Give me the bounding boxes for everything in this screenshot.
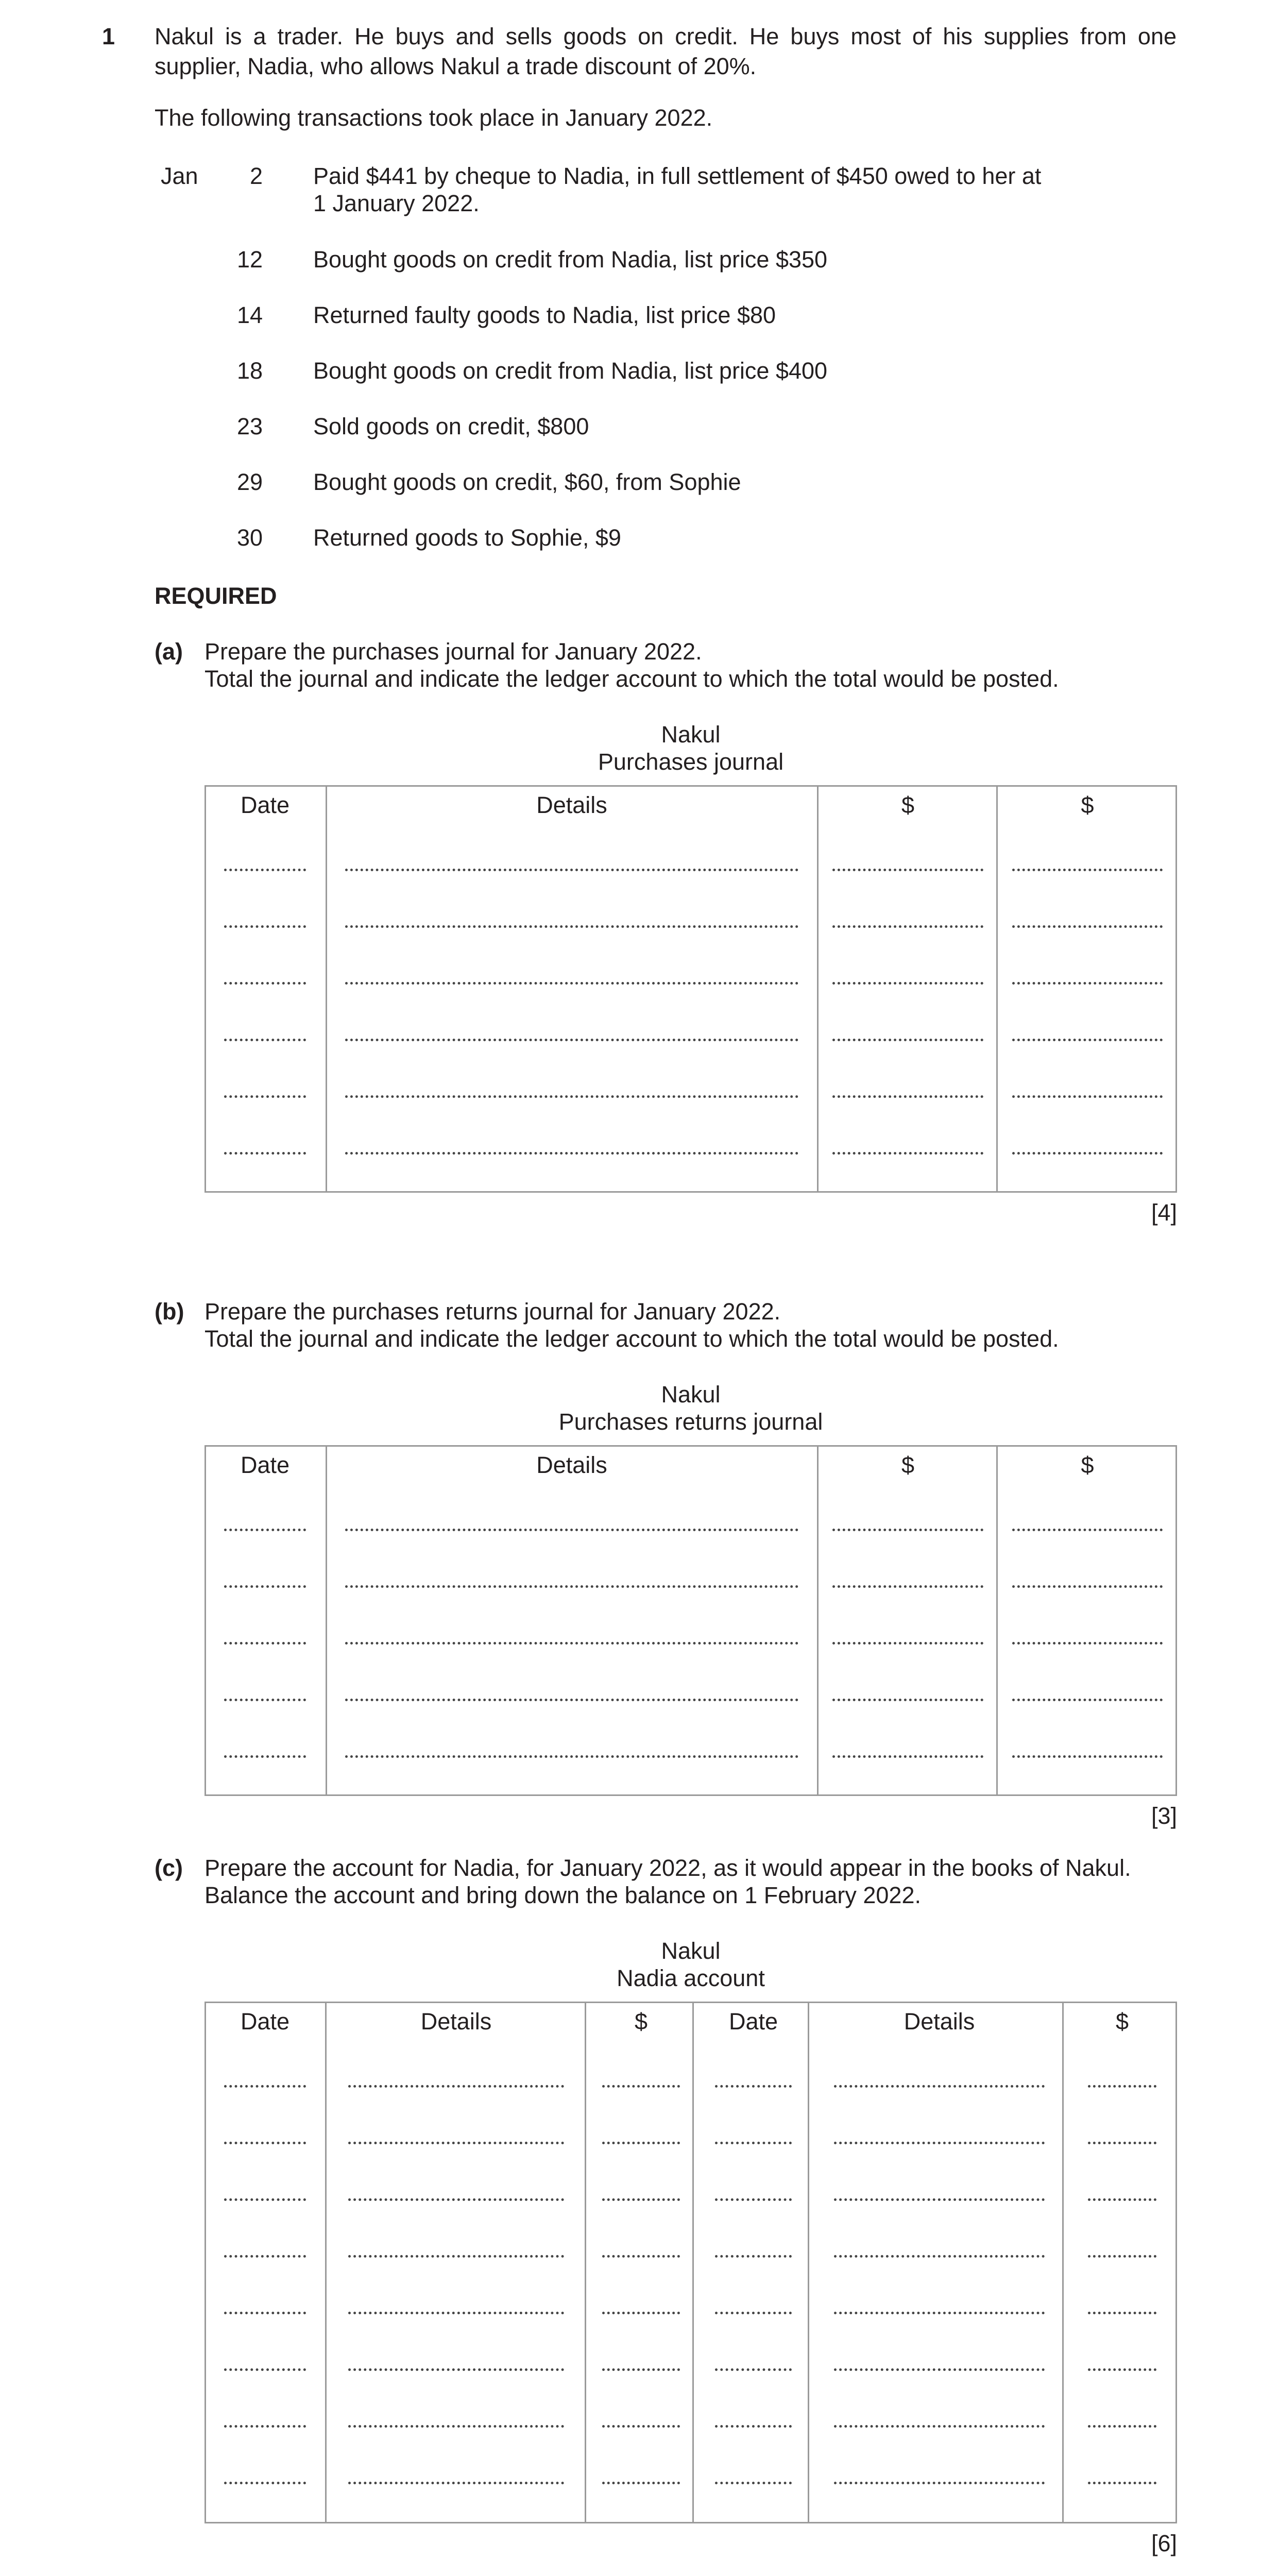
purchases-returns-journal-answer-line[interactable] (224, 1642, 306, 1645)
nadia-account-answer-line[interactable] (1088, 2255, 1156, 2258)
purchases-journal-answer-line[interactable] (832, 1039, 983, 1041)
nadia-account-answer-line[interactable] (715, 2255, 792, 2258)
purchases-journal-answer-line[interactable] (1012, 1039, 1163, 1041)
part-a-title-journal: Purchases journal (598, 749, 784, 775)
nadia-account-header-4: Date (728, 2008, 778, 2035)
purchases-journal-header-3: $ (901, 792, 915, 818)
transaction-text-continued: 1 January 2022. (313, 190, 480, 216)
purchases-journal-header-2: Details (536, 792, 607, 818)
nadia-account-answer-line[interactable] (224, 2482, 306, 2484)
purchases-journal-answer-line[interactable] (345, 869, 798, 871)
purchases-returns-journal-answer-line[interactable] (832, 1699, 983, 1701)
nadia-account-answer-line[interactable] (715, 2312, 792, 2314)
nadia-account-header-3: $ (634, 2008, 648, 2035)
part-a-instruction-2: Total the journal and indicate the ledger account to which the total would be posted. (205, 666, 1059, 692)
part-c-title-business: Nakul (661, 1938, 721, 1964)
nadia-account-answer-line[interactable] (834, 2482, 1045, 2484)
required-heading: REQUIRED (155, 583, 277, 609)
nadia-account-answer-line[interactable] (348, 2198, 564, 2201)
purchases-returns-journal-answer-line[interactable] (1012, 1529, 1163, 1531)
nadia-account-answer-line[interactable] (602, 2198, 680, 2201)
transaction-text: Returned faulty goods to Nadia, list price $80 (313, 302, 776, 328)
purchases-journal-answer-line[interactable] (224, 982, 306, 985)
nadia-account-answer-line[interactable] (602, 2085, 680, 2088)
nadia-account-answer-line[interactable] (348, 2312, 564, 2314)
nadia-account-answer-line[interactable] (715, 2142, 792, 2144)
purchases-returns-journal-answer-line[interactable] (224, 1699, 306, 1701)
purchases-returns-journal-answer-line[interactable] (345, 1642, 798, 1645)
purchases-returns-journal-answer-line[interactable] (224, 1529, 306, 1531)
nadia-account-answer-line[interactable] (1088, 2425, 1156, 2428)
purchases-returns-journal-table (205, 1445, 1177, 1796)
purchases-journal-header-4: $ (1081, 792, 1094, 818)
details-column (327, 786, 818, 1192)
purchases-journal-answer-line[interactable] (224, 925, 306, 928)
purchases-returns-journal-answer-line[interactable] (345, 1529, 798, 1531)
nadia-account-answer-line[interactable] (602, 2482, 680, 2484)
purchases-journal-answer-line[interactable] (345, 1152, 798, 1155)
transaction-day: 12 (236, 246, 263, 273)
part-a-title-business: Nakul (661, 721, 721, 748)
nadia-account-answer-line[interactable] (602, 2255, 680, 2258)
purchases-journal-answer-line[interactable] (224, 1039, 306, 1041)
nadia-account-answer-line[interactable] (224, 2368, 306, 2371)
purchases-journal-answer-line[interactable] (832, 982, 983, 985)
purchases-journal-answer-line[interactable] (345, 1095, 798, 1098)
transaction-day: 2 (249, 163, 263, 189)
part-b-title-journal: Purchases returns journal (558, 1409, 823, 1435)
nadia-account-answer-line[interactable] (834, 2142, 1045, 2144)
transactions-intro: The following transactions took place in January 2022. (155, 105, 713, 131)
purchases-returns-journal-answer-line[interactable] (345, 1755, 798, 1758)
nadia-account-header-6: $ (1115, 2008, 1129, 2035)
purchases-journal-answer-line[interactable] (832, 1152, 983, 1155)
nadia-account-answer-line[interactable] (348, 2142, 564, 2144)
nadia-account-header-1: Date (240, 2008, 290, 2035)
nadia-account-answer-line[interactable] (834, 2085, 1045, 2088)
transaction-day: 29 (236, 469, 263, 495)
nadia-account-answer-line[interactable] (224, 2142, 306, 2144)
purchases-journal-answer-line[interactable] (1012, 982, 1163, 985)
nadia-account-answer-line[interactable] (1088, 2142, 1156, 2144)
part-c-title-account: Nadia account (617, 1965, 765, 1991)
nadia-account-answer-line[interactable] (602, 2425, 680, 2428)
question-intro: Nakul is a trader. He buys and sells goods on credit. He buys most of his supplies from one supplier, Nadia, who allows Nakul a trade discount of 20%. (155, 23, 1177, 79)
purchases-journal-answer-line[interactable] (224, 869, 306, 871)
nadia-account-answer-line[interactable] (834, 2368, 1045, 2371)
purchases-returns-journal-header-1: Date (240, 1452, 290, 1478)
nadia-account-answer-line[interactable] (834, 2198, 1045, 2201)
purchases-journal-answer-line[interactable] (1012, 869, 1163, 871)
purchases-journal-table (205, 785, 1177, 1193)
purchases-returns-journal-answer-line[interactable] (832, 1755, 983, 1758)
nadia-account-answer-line[interactable] (224, 2425, 306, 2428)
purchases-journal-answer-line[interactable] (832, 869, 983, 871)
purchases-journal-answer-line[interactable] (345, 925, 798, 928)
part-b-title-business: Nakul (661, 1381, 721, 1408)
purchases-journal-answer-line[interactable] (832, 925, 983, 928)
transaction-text: Returned goods to Sophie, $9 (313, 524, 621, 551)
nadia-account-answer-line[interactable] (224, 2312, 306, 2314)
nadia-account-answer-line[interactable] (1088, 2368, 1156, 2371)
part-a-instruction-1: Prepare the purchases journal for January 2022. (205, 638, 702, 665)
transaction-day: 18 (236, 358, 263, 384)
purchases-journal-answer-line[interactable] (224, 1095, 306, 1098)
part-a-label: (a) (155, 638, 183, 665)
purchases-journal-header-1: Date (240, 792, 290, 818)
purchases-returns-journal-answer-line[interactable] (224, 1585, 306, 1588)
purchases-returns-journal-answer-line[interactable] (1012, 1642, 1163, 1645)
transaction-day: 30 (236, 524, 263, 551)
transaction-text: Bought goods on credit from Nadia, list price $350 (313, 246, 828, 273)
nadia-account-answer-line[interactable] (715, 2085, 792, 2088)
nadia-account-answer-line[interactable] (1088, 2312, 1156, 2314)
transaction-day: 14 (236, 302, 263, 328)
question-number: 1 (102, 23, 115, 49)
transaction-text: Bought goods on credit from Nadia, list price $400 (313, 358, 828, 384)
nadia-account-answer-line[interactable] (348, 2368, 564, 2371)
purchases-journal-answer-line[interactable] (224, 1152, 306, 1155)
nadia-account-answer-line[interactable] (348, 2085, 564, 2088)
nadia-account-answer-line[interactable] (602, 2312, 680, 2314)
amount-column-2 (997, 786, 1176, 1192)
nadia-account-answer-line[interactable] (834, 2255, 1045, 2258)
date-column (206, 786, 327, 1192)
purchases-returns-journal-header-3: $ (901, 1452, 915, 1478)
nadia-account-answer-line[interactable] (348, 2425, 564, 2428)
purchases-journal-answer-line[interactable] (345, 982, 798, 985)
purchases-returns-journal-answer-line[interactable] (1012, 1699, 1163, 1701)
purchases-journal-answer-line[interactable] (1012, 1152, 1163, 1155)
nadia-account-answer-line[interactable] (224, 2085, 306, 2088)
part-b-instruction-2: Total the journal and indicate the ledger account to which the total would be posted. (205, 1326, 1059, 1352)
transaction-month: Jan (161, 163, 198, 189)
part-b-marks: [3] (1151, 1803, 1177, 1829)
nadia-account-answer-line[interactable] (224, 2255, 306, 2258)
nadia-account-answer-line[interactable] (834, 2312, 1045, 2314)
transaction-text: Sold goods on credit, $800 (313, 413, 589, 439)
part-c-instruction-1: Prepare the account for Nadia, for January 2022, as it would appear in the books of Nakul. (205, 1855, 1131, 1881)
purchases-returns-journal-answer-line[interactable] (832, 1585, 983, 1588)
nadia-account-header-2: Details (420, 2008, 492, 2035)
nadia-account-answer-line[interactable] (715, 2482, 792, 2484)
purchases-returns-journal-answer-line[interactable] (1012, 1585, 1163, 1588)
purchases-returns-journal-answer-line[interactable] (832, 1642, 983, 1645)
nadia-account-answer-line[interactable] (224, 2198, 306, 2201)
nadia-account-answer-line[interactable] (602, 2142, 680, 2144)
nadia-account-answer-line[interactable] (1088, 2198, 1156, 2201)
purchases-journal-answer-line[interactable] (345, 1039, 798, 1041)
nadia-account-answer-line[interactable] (715, 2368, 792, 2371)
part-c-label: (c) (155, 1855, 183, 1881)
purchases-returns-journal-header-2: Details (536, 1452, 607, 1478)
purchases-journal-answer-line[interactable] (1012, 1095, 1163, 1098)
nadia-account-table (205, 2002, 1177, 2523)
nadia-account-answer-line[interactable] (348, 2255, 564, 2258)
purchases-returns-journal-answer-line[interactable] (345, 1699, 798, 1701)
purchases-journal-answer-line[interactable] (1012, 925, 1163, 928)
purchases-returns-journal-header-4: $ (1081, 1452, 1094, 1478)
nadia-account-answer-line[interactable] (715, 2198, 792, 2201)
amount-column-1 (817, 786, 997, 1192)
nadia-account-header-5: Details (904, 2008, 975, 2035)
nadia-account-answer-line[interactable] (834, 2425, 1045, 2428)
part-b-instruction-1: Prepare the purchases returns journal for January 2022. (205, 1298, 781, 1325)
nadia-account-answer-line[interactable] (1088, 2085, 1156, 2088)
purchases-returns-journal-answer-line[interactable] (224, 1755, 306, 1758)
transaction-text: Bought goods on credit, $60, from Sophie (313, 469, 741, 495)
purchases-returns-journal-answer-line[interactable] (1012, 1755, 1163, 1758)
transaction-text: Paid $441 by cheque to Nadia, in full settlement of $450 owed to her at (313, 163, 1042, 189)
purchases-returns-journal-answer-line[interactable] (832, 1529, 983, 1531)
part-c-marks: [6] (1151, 2530, 1177, 2556)
nadia-account-answer-line[interactable] (1088, 2482, 1156, 2484)
part-b-label: (b) (155, 1298, 184, 1325)
part-a-marks: [4] (1151, 1199, 1177, 1226)
purchases-journal-answer-line[interactable] (832, 1095, 983, 1098)
part-c-instruction-2: Balance the account and bring down the balance on 1 February 2022. (205, 1882, 921, 1908)
nadia-account-answer-line[interactable] (602, 2368, 680, 2371)
nadia-account-answer-line[interactable] (715, 2425, 792, 2428)
nadia-account-answer-line[interactable] (348, 2482, 564, 2484)
transaction-day: 23 (236, 413, 263, 439)
purchases-returns-journal-answer-line[interactable] (345, 1585, 798, 1588)
